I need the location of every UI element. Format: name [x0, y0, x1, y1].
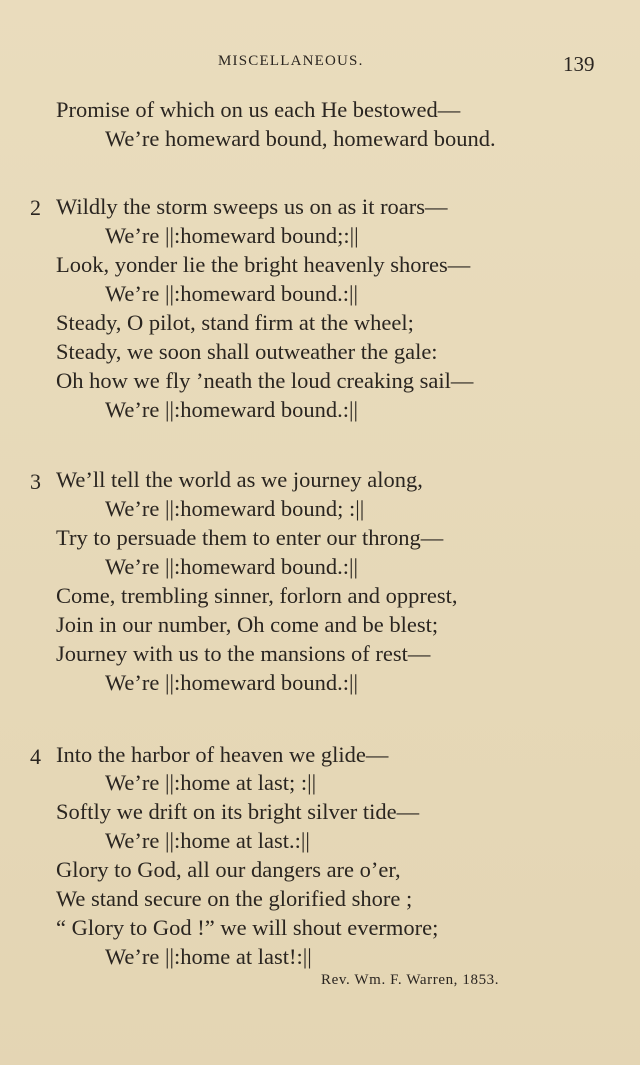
hymn-attribution: Rev. Wm. F. Warren, 1853.: [321, 972, 500, 988]
intro-line-1: Promise of which on us each He bestowed—: [56, 97, 461, 122]
verse-line: We’re ||:home at last; :||: [105, 770, 317, 795]
verse-line: We’ll tell the world as we journey along,: [56, 467, 423, 492]
verse-line: Come, trembling sinner, forlorn and opprest,: [56, 583, 458, 608]
verse-line: We’re ||:homeward bound;:||: [105, 223, 359, 248]
verse-line: We’re ||:homeward bound.:||: [105, 670, 359, 695]
page-number: 139: [563, 52, 595, 76]
verse-line: Steady, we soon shall outweather the gale:: [56, 339, 438, 364]
verse-number: 3: [30, 469, 41, 494]
verse-number: 2: [30, 195, 41, 220]
verse-line: We’re ||:homeward bound.:||: [105, 554, 359, 579]
verse-line: We’re ||:home at last.:||: [105, 828, 310, 853]
verse-line: We’re ||:homeward bound.:||: [105, 281, 359, 306]
verse-line: Join in our number, Oh come and be blest;: [56, 612, 439, 637]
verse-line: Glory to God, all our dangers are o’er,: [56, 857, 401, 882]
verse-line: We’re ||:home at last!:||: [105, 944, 312, 969]
verse-line: Into the harbor of heaven we glide—: [56, 742, 389, 767]
verse-line: We’re ||:homeward bound.:||: [105, 397, 359, 422]
verse-line: Wildly the storm sweeps us on as it roars—: [56, 194, 448, 219]
section-header: MISCELLANEOUS.: [218, 53, 364, 69]
verse-line: We stand secure on the glorified shore ;: [56, 886, 413, 911]
verse-line: “ Glory to God !” we will shout evermore;: [56, 915, 439, 940]
verse-line: Try to persuade them to enter our throng—: [56, 525, 444, 550]
verse-line: Steady, O pilot, stand firm at the wheel;: [56, 310, 414, 335]
verse-line: Journey with us to the mansions of rest—: [56, 641, 431, 666]
intro-line-2: We’re homeward bound, homeward bound.: [105, 126, 496, 151]
verse-line: Oh how we fly ’neath the loud creaking sail—: [56, 368, 474, 393]
verse-line: Look, yonder lie the bright heavenly shores—: [56, 252, 471, 277]
verse-line: We’re ||:homeward bound; :||: [105, 496, 365, 521]
verse-number: 4: [30, 744, 41, 769]
verse-line: Softly we drift on its bright silver tide—: [56, 799, 420, 824]
